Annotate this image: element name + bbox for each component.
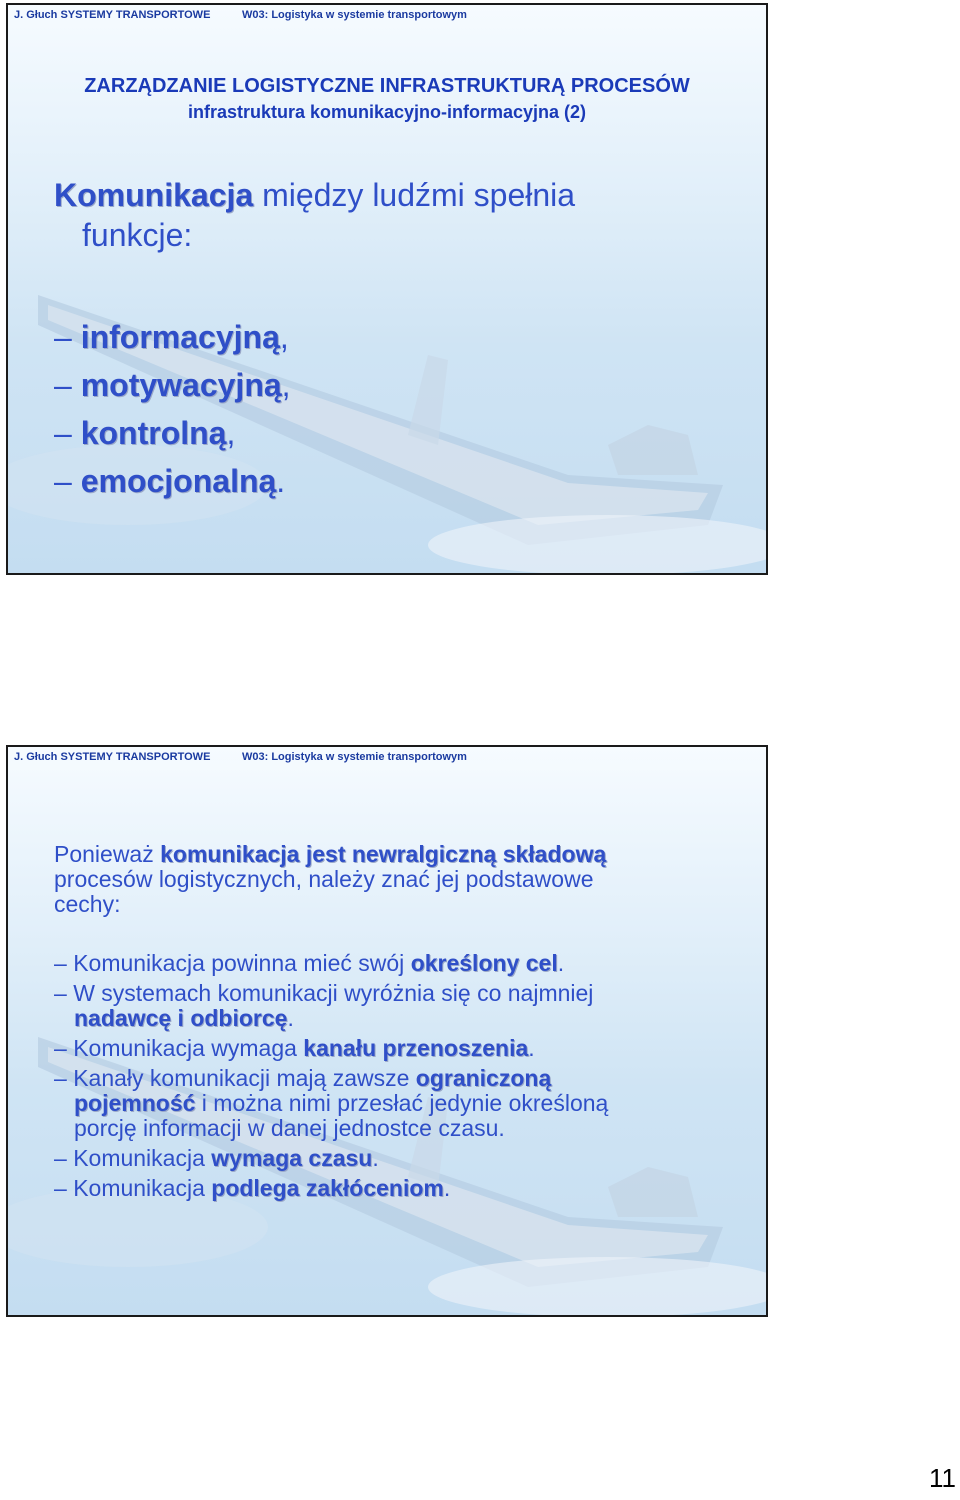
intro-line2: funkcje:	[82, 217, 193, 253]
item-text: Komunikacja wymaga	[73, 1035, 304, 1061]
slide-1	[6, 3, 768, 575]
dash: –	[54, 319, 72, 355]
intro-line3: cechy:	[54, 891, 121, 917]
item-bold: określony cel	[410, 950, 558, 976]
intro-line2: procesów logistycznych, należy znać jej podstawowe	[54, 866, 594, 892]
header-author: J. Głuch SYSTEMY TRANSPORTOWE	[14, 751, 211, 763]
item-text: emocjonalną	[80, 463, 277, 499]
slide-2	[6, 745, 768, 1317]
item-bold: podlega zakłóceniom	[211, 1175, 444, 1201]
intro-rest: między ludźmi spełnia	[253, 177, 576, 213]
item-punct: ,	[226, 415, 236, 451]
list-item	[54, 951, 608, 976]
intro-paragraph	[54, 175, 575, 255]
item-punct: ,	[281, 367, 291, 403]
item-punct: .	[372, 1145, 379, 1171]
intro-plain: Ponieważ	[54, 841, 161, 867]
item-text-3: porcję informacji w danej jednostce czasu.	[74, 1115, 505, 1141]
page-number: 11	[929, 1463, 956, 1493]
header-lecture: W03: Logistyka w systemie transportowym	[242, 751, 467, 763]
item-text: informacyjną	[80, 319, 280, 355]
dash: –	[54, 415, 72, 451]
item-bold-2: pojemność	[74, 1090, 196, 1116]
item-punct: ,	[279, 319, 289, 355]
header-lecture: W03: Logistyka w systemie transportowym	[242, 9, 467, 21]
item-punct: .	[287, 1005, 294, 1031]
item-bold: kanału przenoszenia	[303, 1035, 529, 1061]
dash: –	[54, 367, 72, 403]
item-punct: .	[528, 1035, 535, 1061]
dash: –	[54, 1145, 67, 1171]
dash: –	[54, 980, 67, 1006]
item-punct: .	[557, 950, 565, 976]
list-item	[54, 457, 291, 505]
dash: –	[54, 1035, 67, 1061]
item-text: Komunikacja	[73, 1175, 212, 1201]
item-text: W systemach komunikacji wyróżnia się co najmniej	[73, 980, 594, 1006]
list-item	[54, 1176, 608, 1201]
dash: –	[54, 463, 72, 499]
dash: –	[54, 1175, 67, 1201]
item-punct: .	[443, 1175, 451, 1201]
intro-paragraph	[54, 842, 606, 917]
item-text: motywacyjną	[80, 367, 282, 403]
item-text: Komunikacja powinna mieć swój	[73, 950, 411, 976]
item-text: Komunikacja	[73, 1145, 212, 1171]
item-text-2: i można nimi przesłać jedynie określoną	[195, 1090, 609, 1116]
dash: –	[54, 1065, 67, 1091]
list-item	[54, 313, 291, 361]
item-punct: .	[276, 463, 286, 499]
item-text: kontrolną	[80, 415, 227, 451]
item-bold: ograniczoną	[415, 1065, 552, 1091]
header-author: J. Głuch SYSTEMY TRANSPORTOWE	[14, 9, 211, 21]
list-item	[54, 1036, 608, 1061]
list-item	[54, 1146, 608, 1171]
item-text: Kanały komunikacji mają zawsze	[73, 1065, 416, 1091]
slide-subtitle: infrastruktura komunikacyjno-informacyjna (2)	[187, 102, 587, 122]
feature-list	[54, 951, 608, 1206]
function-list	[54, 313, 291, 505]
list-item	[54, 409, 291, 457]
intro-bold: Komunikacja	[54, 177, 254, 213]
slide-title: ZARZĄDZANIE LOGISTYCZNE INFRASTRUKTURĄ PROCESÓW	[84, 75, 690, 97]
list-item	[54, 1066, 608, 1141]
item-bold: wymaga czasu	[211, 1145, 373, 1171]
list-item	[54, 981, 608, 1031]
item-bold: nadawcę i odbiorcę	[74, 1005, 288, 1031]
dash: –	[54, 950, 67, 976]
list-item	[54, 361, 291, 409]
intro-bold: komunikacja jest newralgiczną składową	[160, 841, 607, 867]
